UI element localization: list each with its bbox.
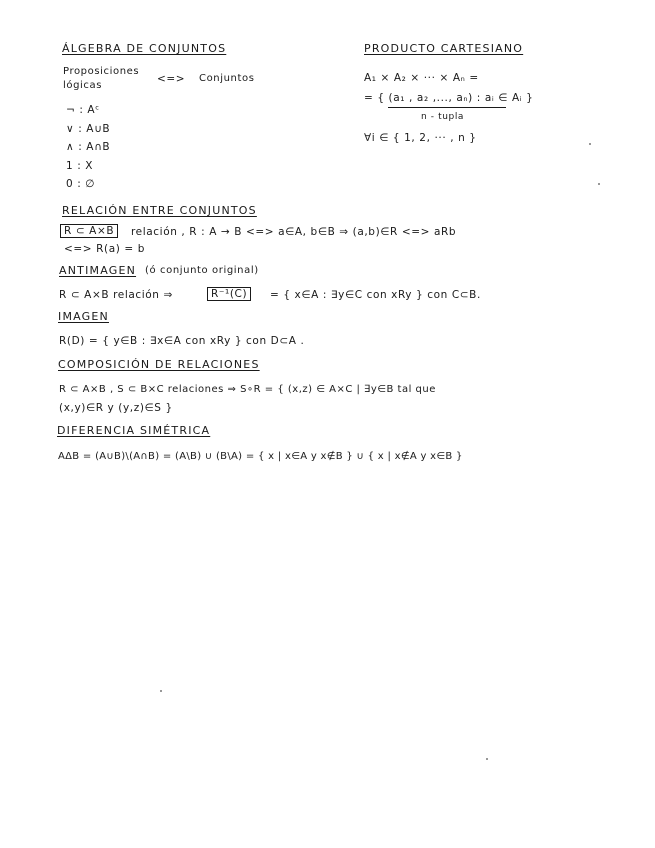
algebra-row-zero: 0 : ∅ <box>66 178 96 190</box>
diferencia-line: AΔB = (A∪B)\(A∩B) = (A\B) ∪ (B\A) = { x | x∈A y x∉B } ∪ { x | x∉A y x∈B } <box>58 451 463 462</box>
algebra-equiv-arrow: <=> <box>157 73 186 85</box>
scan-speck <box>598 183 600 185</box>
antimagen-box: R⁻¹(C) <box>207 287 251 301</box>
scan-speck <box>486 758 488 760</box>
algebra-col-left-2: lógicas <box>63 80 103 91</box>
relacion-line-2: <=> R(a) = b <box>64 243 145 255</box>
algebra-row-one: 1 : X <box>66 160 94 172</box>
composicion-line-2: (x,y)∈R y (y,z)∈S } <box>59 402 173 414</box>
scan-speck <box>160 690 162 692</box>
relacion-title: RELACIÓN ENTRE CONJUNTOS <box>62 204 257 217</box>
tupla-underline <box>388 107 506 108</box>
algebra-row-not: ¬ : Aᶜ <box>66 104 100 116</box>
producto-line-2: = { (a₁ , a₂ ,..., aₙ) : aᵢ ∈ Aᵢ } <box>364 92 534 104</box>
algebra-row-and: ∧ : A∩B <box>66 141 111 153</box>
producto-title: PRODUCTO CARTESIANO <box>364 42 524 55</box>
antimagen-line-pre: R ⊂ A×B relación ⇒ <box>59 289 173 301</box>
diferencia-title: DIFERENCIA SIMÉTRICA <box>57 424 211 437</box>
algebra-row-or: ∨ : A∪B <box>66 123 111 135</box>
producto-line-3: ∀i ∈ { 1, 2, ··· , n } <box>364 132 477 144</box>
relacion-line-1: relación , R : A → B <=> a∈A, b∈B ⇒ (a,b)∈R <=> aRb <box>131 226 457 238</box>
antimagen-title: ANTIMAGEN <box>59 264 137 277</box>
antimagen-subtitle: (ó conjunto original) <box>145 265 259 276</box>
producto-line-1: A₁ × A₂ × ··· × Aₙ = <box>364 72 479 84</box>
algebra-title: ÁLGEBRA DE CONJUNTOS <box>62 42 227 55</box>
algebra-col-left-1: Proposiciones <box>63 66 140 77</box>
composicion-title: COMPOSICIÓN DE RELACIONES <box>58 358 260 371</box>
antimagen-line-post: = { x∈A : ∃y∈C con xRy } con C⊂B. <box>270 289 481 301</box>
relacion-box: R ⊂ A×B <box>60 224 118 238</box>
scan-speck <box>589 143 591 145</box>
producto-tupla: n - tupla <box>421 112 465 122</box>
imagen-line: R(D) = { y∈B : ∃x∈A con xRy } con D⊂A . <box>59 335 305 347</box>
algebra-col-right: Conjuntos <box>199 73 255 84</box>
composicion-line-1: R ⊂ A×B , S ⊂ B×C relaciones ⇒ S∘R = { (x,z) ∈ A×C | ∃y∈B tal que <box>59 384 436 395</box>
imagen-title: IMAGEN <box>58 310 109 323</box>
